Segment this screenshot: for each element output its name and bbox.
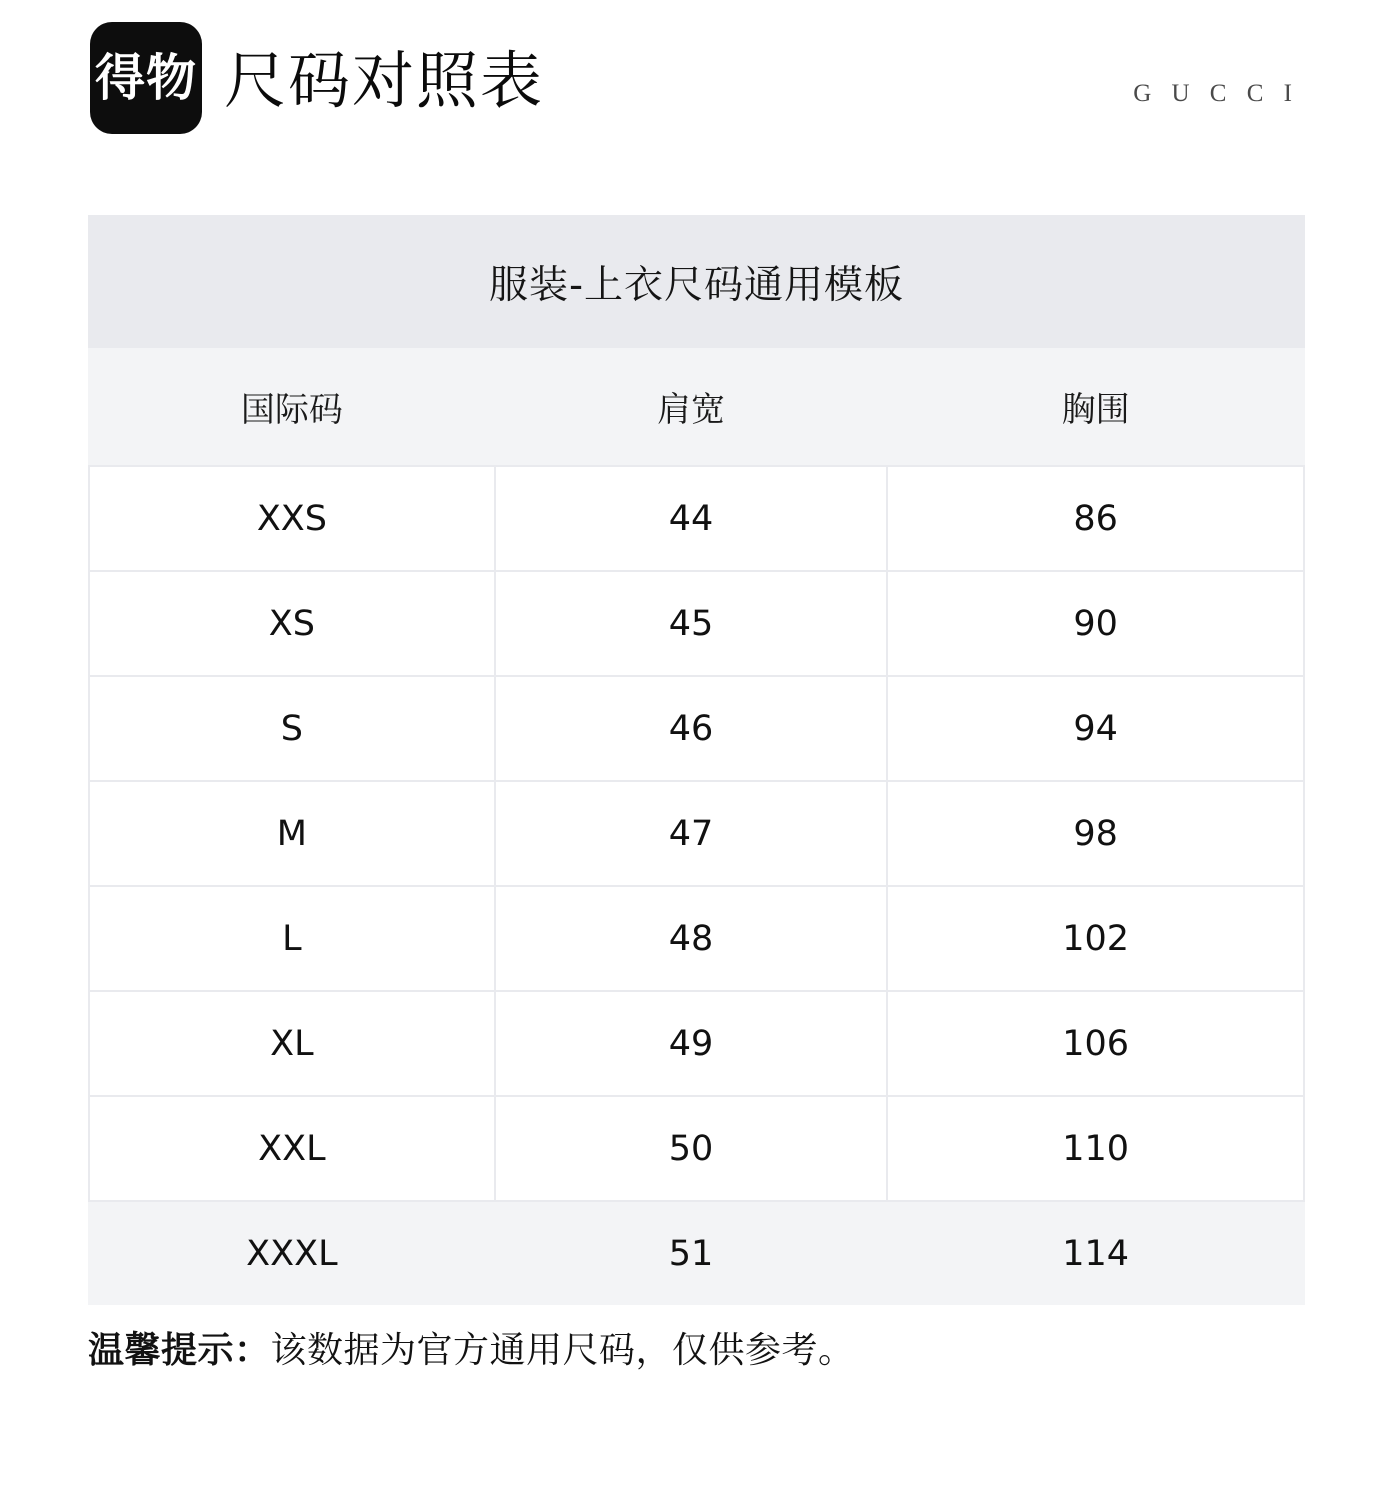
cell-shoulder: 50 (495, 1096, 887, 1201)
cell-chest: 98 (887, 781, 1304, 886)
table-header-row (89, 348, 1304, 466)
cell-chest: 90 (887, 571, 1304, 676)
cell-chest: 86 (887, 466, 1304, 571)
cell-chest: 106 (887, 991, 1304, 1096)
cell-shoulder: 46 (495, 676, 887, 781)
table-row (89, 886, 1304, 991)
footer-note (88, 1322, 1308, 1373)
dewu-logo-icon (90, 22, 202, 134)
column-header-shoulder-width: 肩宽 (495, 348, 887, 466)
cell-chest: 94 (887, 676, 1304, 781)
column-header-chest: 胸围 (887, 348, 1304, 466)
page-title: 尺码对照表 (224, 44, 545, 117)
table-row (89, 466, 1304, 571)
cell-shoulder: 51 (495, 1201, 887, 1305)
table-row (89, 571, 1304, 676)
note-body: 该数据为官方通用尺码，仅供参考。 (270, 1330, 855, 1371)
table-row (89, 1096, 1304, 1201)
cell-shoulder: 48 (495, 886, 887, 991)
cell-size: S (89, 676, 495, 781)
page-header (90, 22, 1303, 142)
table-caption: 服装-上衣尺码通用模板 (88, 215, 1305, 348)
cell-chest: 114 (887, 1201, 1304, 1305)
cell-size: XXS (89, 466, 495, 571)
brand-name: G U C C I (1133, 80, 1299, 107)
cell-shoulder: 49 (495, 991, 887, 1096)
cell-size: M (89, 781, 495, 886)
cell-shoulder: 44 (495, 466, 887, 571)
cell-size: L (89, 886, 495, 991)
cell-chest: 102 (887, 886, 1304, 991)
table-row (89, 781, 1304, 886)
note-label: 温馨提示： (88, 1330, 271, 1371)
size-table-section (88, 215, 1305, 1305)
cell-size: XL (89, 991, 495, 1096)
table-row (89, 991, 1304, 1096)
cell-size: XXL (89, 1096, 495, 1201)
logo-text: 得物 (95, 49, 197, 107)
cell-chest: 110 (887, 1096, 1304, 1201)
table-row (89, 676, 1304, 781)
cell-size: XXXL (89, 1201, 495, 1305)
size-table (88, 348, 1305, 1305)
cell-shoulder: 45 (495, 571, 887, 676)
cell-shoulder: 47 (495, 781, 887, 886)
cell-size: XS (89, 571, 495, 676)
column-header-international-size: 国际码 (89, 348, 495, 466)
table-row (89, 1201, 1304, 1305)
